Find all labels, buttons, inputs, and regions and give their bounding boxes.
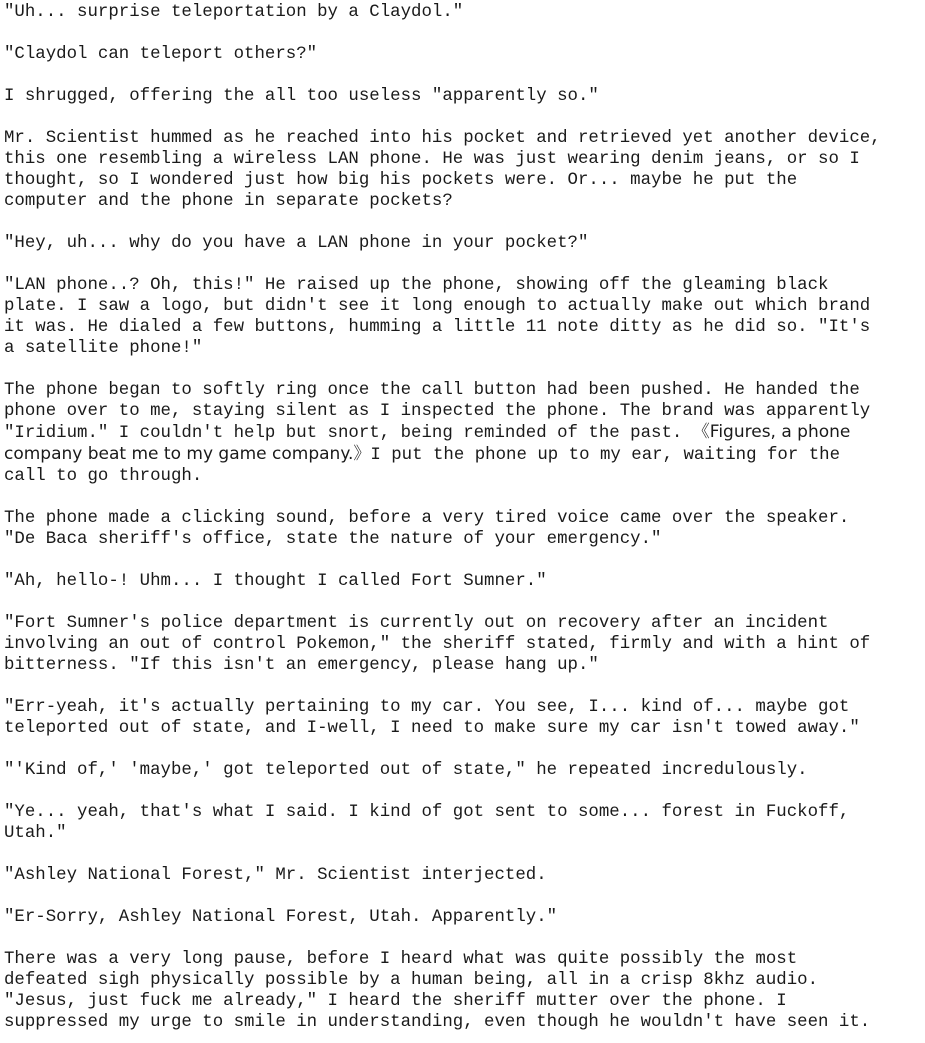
paragraph-14: "Ashley National Forest," Mr. Scientist interjected. [4,866,547,885]
paragraph-7 [4,380,925,487]
paragraph-4: Mr. Scientist hummed as he reached into his pocket and retrieved yet another device, this one resembling a wireless LAN phone. He was just wearing denim jeans, or so I thought, so I wondered just how big his pockets were. Or... maybe he put the computer and the phone in separate pockets? [4,129,881,211]
paragraph-9: "Ah, hello-! Uhm... I thought I called Fort Sumner." [4,572,547,591]
paragraph-15: "Er-Sorry, Ashley National Forest, Utah. Apparently." [4,908,558,927]
paragraph-2: "Claydol can teleport others?" [4,45,318,64]
paragraph-16: There was a very long pause, before I heard what was quite possibly the most defeated sigh physically possible by a human being, all in a crisp 8khz audio. "Jesus, just fuck me already," I heard the sheriff mutter over the phone. I suppressed my urge to smile in understanding, even though he wouldn't have seen it. [4,950,871,1032]
paragraph-12: "'Kind of,' 'maybe,' got teleported out of state," he repeated incredulously. [4,761,808,780]
paragraph-13: "Ye... yeah, that's what I said. I kind of got sent to some... forest in Fuckoff, Utah." [4,803,850,843]
paragraph-8: The phone made a clicking sound, before a very tired voice came over the speaker. "De Baca sheriff's office, state the nature of your emergency." [4,509,850,549]
inner-thought: 《Figures, a phone company beat me to my game company.》 [4,422,851,464]
paragraph-3: I shrugged, offering the all too useless "apparently so." [4,87,599,106]
paragraph-10: "Fort Sumner's police department is currently out on recovery after an incident involving an out of control Pokemon," the sheriff stated, firmly and with a hint of bitterness. "If this isn't an emergency, please hang up." [4,614,871,675]
paragraph-5: "Hey, uh... why do you have a LAN phone in your pocket?" [4,234,589,253]
paragraph-7-before: The phone began to softly ring once the call button had been pushed. He handed the phone over to me, staying silent as I inspected the phone. The brand was apparently "Iridium." I couldn't help but snort, being reminded of the past. [4,381,871,443]
paragraph-1: "Uh... surprise teleportation by a Claydol." [4,3,464,22]
paragraph-7-after: I put the phone up to my ear, waiting for the call to go through. [4,446,840,486]
paragraph-6: "LAN phone..? Oh, this!" He raised up the phone, showing off the gleaming black plate. I saw a logo, but didn't see it long enough to actually make out which brand it was. He dialed a few buttons, humming a little 11 note ditty as he did so. "It's a satellite phone!" [4,276,871,358]
paragraph-11: "Err-yeah, it's actually pertaining to my car. You see, I... kind of... maybe got teleported out of state, and I-well, I need to make sure my car isn't towed away." [4,698,860,738]
